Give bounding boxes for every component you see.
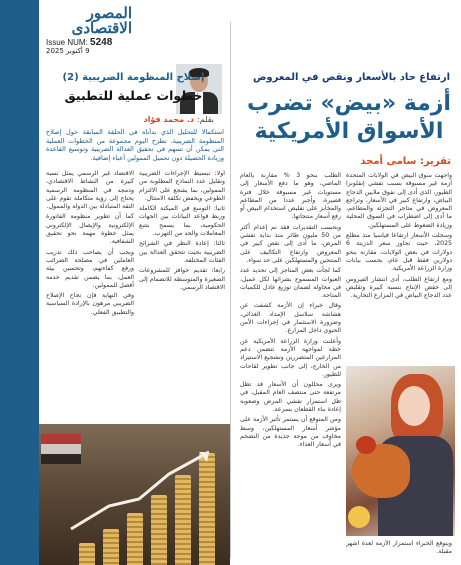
left-article-column-left (46, 170, 134, 420)
left-article-byline (144, 115, 214, 124)
paragraph: ومن المتوقع أن يستمر تأثير الأزمة على مؤشر أسعار المستهلكين، وسط مخاوف من موجة جديدة من التضخم في أسعار الغذاء. (240, 416, 341, 449)
right-article-title-line2: الأسواق الأمريكية (254, 119, 444, 144)
paragraph: أولا: تبسيط الإجراءات الضريبية وتقليل عدد النماذج المطلوبة من الممولين، بما يشجع على الالتزام الطوعي ويخفض تكلفة الامتثال. (139, 170, 225, 202)
paragraph: الطلب بنحو 3 % مقارنة بالعام الماضي، وهو ما دفع الأسعار إلى مستويات غير مسبوقة خلال فترة قصيرة، وأجبر عددا من المطاعم والمخابز على تقليص استخدام البيض أو رفع أسعار منتجاتها. (240, 172, 341, 221)
paragraph: ويتوقع الخبراء استمرار الأزمة لعدة أشهر مقبلة. (346, 540, 452, 556)
blue-side-band (0, 0, 39, 565)
paragraph: ثالثا: إعادة النظر في الشرائح الضريبية بحيث تتحقق العدالة بين الفئات المختلفة. (139, 240, 225, 264)
woman-with-chicken-photo (346, 366, 455, 536)
paragraph: وسجلت الأسعار ارتفاعا قياسيا منذ مطلع 2025، حيث تجاوز سعر الدزينة 6 دولارات في بعض الولايات، مقارنة بنحو دولارين فقط قبل عام، بحسب بيانات وزارة الزراعة الأمريكية. (346, 232, 452, 273)
byline-prefix: بقلم: (197, 115, 214, 124)
left-article-title: خطوات عملية للتطبيق (64, 88, 203, 103)
paragraph: ويرى محللون أن الأسعار قد تظل مرتفعة حتى منتصف العام المقبل، في ظل استمرار تفشي المرض وصعوبة إعادة بناء القطعان بسرعة. (240, 381, 341, 414)
paragraph: وقال خبراء إن الأزمة كشفت عن هشاشة سلاسل الإمداد الغذائي، وضرورة الاستثمار في إجراءات الأمن الحيوي داخل المزارع. (240, 302, 341, 335)
right-article-byline: تقرير: سامى أمجد (360, 156, 451, 167)
right-article-column-1-end (346, 540, 452, 558)
masthead (40, 0, 136, 60)
left-article-intro: استكمالا للتحليل الذي بدأناه في الحلقة السابقة حول إصلاح المنظومة الضريبية، نطرح اليوم مجموعة من الخطوات العملية التي يمكن أن تسهم في تحقيق العدالة الضريبية وتوسيع القاعدة وزيادة الحصيلة دون تحميل الممولين أعباء إضافية. (46, 128, 224, 162)
paragraph: ومع ارتفاع الطلب، أدى انتشار الفيروس إلى خفض الإنتاج بنسبة كبيرة وتقليص عدد الدجاج البياض في المزارع التجارية. (346, 275, 452, 300)
chicken-head-shape (356, 436, 376, 454)
left-article-column-right (139, 170, 225, 420)
column-divider (230, 22, 231, 558)
paragraph: كما أن تطوير منظومة الفاتورة الإلكترونية والإيصال الإلكتروني يمثل خطوة مهمة نحو تحقيق الشفافية. (46, 213, 134, 246)
paragraph: كما لجأت بعض المتاجر إلى تحديد عدد العبوات المسموح بشرائها لكل عميل، في محاولة لضمان توزيع عادل للكميات المتاحة. (240, 267, 341, 300)
right-article-kicker: ارتفاع حاد بالأسعار ونقص في المعروض (252, 72, 451, 83)
paragraph: واجهت سوق البيض في الولايات المتحدة أزمة غير مسبوقة بسبب تفشي إنفلونزا الطيور، الذي أدى إلى نفوق ملايين الدجاج البياض، وارتفاع كبير في الأسعار، وتراجع المعروض في متاجر التجزئة والمطاعم، ما أدى إلى اضطراب في السوق المحلية وزيادة الضغوط على المستهلكين. (346, 172, 452, 229)
logo-line-1: المصور (86, 4, 132, 22)
egg-shape (348, 506, 370, 528)
coins-growth-photo (39, 424, 230, 565)
logo-line-2: الاقتصادى (71, 19, 132, 37)
paragraph: رابعا: تقديم حوافز للمشروعات الصغيرة والمتوسطة للانضمام إلى الاقتصاد الرسمي. (139, 267, 225, 291)
paragraph: وأعلنت وزارة الزراعة الأمريكية عن خطة لمواجهة الأزمة تتضمن دعم المزارعين المتضررين وتشجيع الاستيراد من الخارج، إلى جانب تطوير لقاحات للطيور. (240, 337, 341, 378)
right-article-column-1 (346, 172, 452, 362)
issue-label: Issue NUM: (46, 38, 88, 47)
byline-name: د. محمد فؤاد (143, 115, 195, 124)
paragraph: وفي النهاية فإن نجاح الإصلاح الضريبي مرهون بالإرادة السياسية والتطبيق الفعلي. (46, 292, 134, 316)
issue-date: 9 أكتوبر 2025 (46, 47, 90, 55)
issue-value: 5248 (90, 37, 113, 48)
magazine-logo (72, 6, 132, 36)
paragraph: الاقتصاد غير الرسمي يمثل نسبة كبيرة من النشاط الاقتصادي، ودمجه في المنظومة الرسمية يحتاج إلى رؤية متكاملة تقوم على الثقة المتبادلة بين الدولة والممول. (46, 170, 134, 211)
growth-arrow-icon (69, 444, 219, 534)
paragraph: ويجب أن يصاحب ذلك تدريب العاملين في مصلحة الضرائب ورفع كفاءتهم، وتحسين بيئة العمل، بما يضمن تقديم خدمة أفضل للممولين. (46, 248, 134, 289)
face-shape (398, 386, 430, 426)
paragraph: وبحسب التقديرات فقد تم إعدام أكثر من 50 مليون طائر منذ بداية تفشي المرض، ما أدى إلى نقص كبير في المعروض وارتفاع التكاليف على المنتجين والمستهلكين على حد سواء. (240, 223, 341, 264)
coin-stack (79, 543, 95, 565)
left-article-kicker: إصلاح المنظومة الضريبية (2) (62, 72, 205, 83)
right-article-title-line1: أزمة «بيض» تضرب (247, 91, 451, 116)
coin-stack (103, 529, 119, 565)
right-article-column-2 (240, 172, 341, 557)
paragraph: ثانيا: التوسع في الميكنة الكاملة وربط قواعد البيانات بين الجهات الحكومية، بما يسمح بتتبع المعاملات والحد من التهرب. (139, 205, 225, 238)
